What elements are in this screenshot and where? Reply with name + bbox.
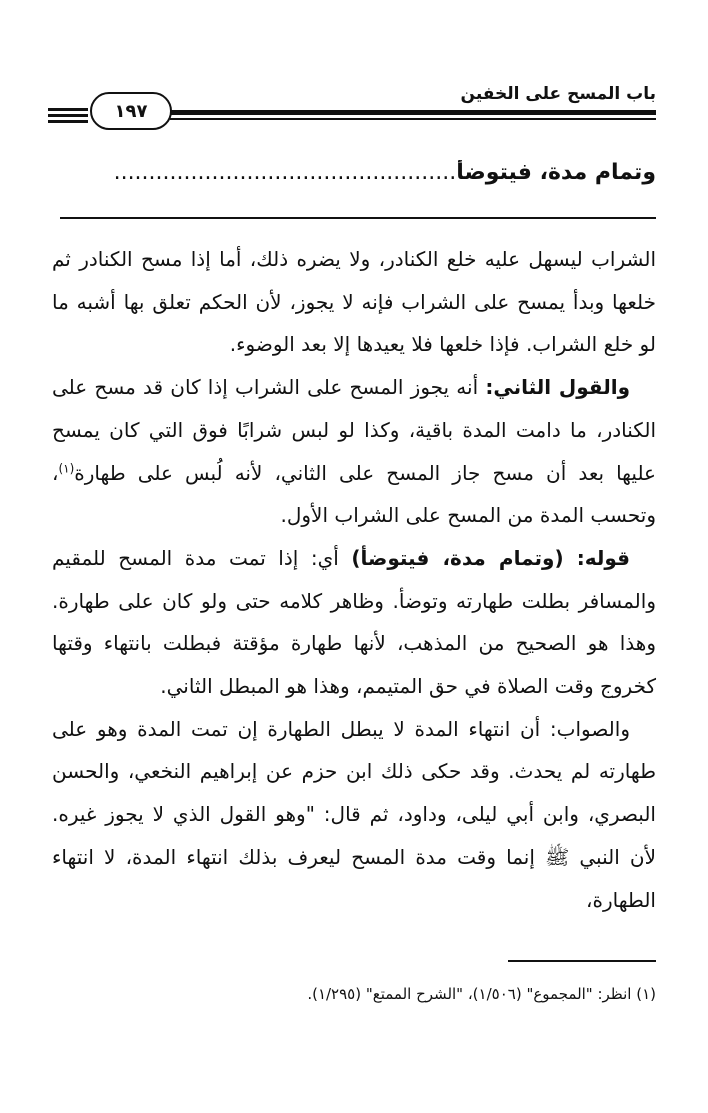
header-rule (170, 110, 656, 120)
main-text (52, 238, 656, 921)
paragraph-text: أي: إذا تمت مدة المسح للمقيم والمسافر بطلت طهارته وتوضأ. وظاهر كلامه حتى ولو كان على طهارة. وهذا هو الصحيح من المذهب، لأنها طهارة مؤقتة فبطلت بانتهاء وقتها كخروج وقت الصلاة في حق المتيمم، وهذا هو المبطل الثاني. (52, 545, 656, 699)
section-heading-dots: ................................................. (113, 160, 457, 185)
footnote-ref[interactable]: (١) (58, 460, 75, 475)
header-rule-left (48, 108, 88, 126)
footnote-text: (١) انظر: "المجموع" (١/٥٠٦)، "الشرح الممتع" (١/٢٩٥). (307, 985, 656, 1003)
heading-divider (60, 217, 656, 219)
section-heading-text: وتمام مدة، فيتوضأ (456, 160, 656, 185)
paragraph-lead: قوله: (وتمام مدة، فيتوضأ) (351, 545, 630, 570)
paragraph (52, 238, 656, 366)
paragraph (52, 708, 656, 922)
chapter-title: باب المسح على الخفين (460, 84, 656, 104)
paragraph-text-tail: ، وتحسب المدة من المسح على الشراب الأول. (52, 460, 656, 528)
paragraph-lead: والقول الثاني: (485, 375, 630, 400)
paragraph-text: الشراب ليسهل عليه خلع الكنادر، ولا يضره ذلك، أما إذا مسح الكنادر ثم خلعها وبدأ يمسح على الشراب فإنه لا يجوز، لأن الحكم تعلق بها أشبه ما لو خلع الشراب. فإذا خلعها فلا يعيدها إلا بعد الوضوء. (52, 247, 656, 357)
paragraph-text: والصواب: أن انتهاء المدة لا يبطل الطهارة إن تمت المدة وهو على طهارته لم يحدث. وقد حكى ذلك ابن حزم عن إبراهيم النخعي، والحسن البصري، وابن أبي ليلى، وداود، ثم قال: "وهو القول الذي لا يجوز غيره. لأن النبي ﷺ إنما وقت مدة المسح ليعرف بذلك انتهاء المدة، لا انتهاء الطهارة، (52, 716, 656, 912)
section-heading (52, 160, 656, 185)
paragraph (52, 537, 656, 708)
page-header (48, 80, 656, 130)
footnote-divider (508, 960, 656, 962)
paragraph (52, 366, 656, 537)
page-number-badge (90, 92, 172, 130)
page-number: ١٩٧ (114, 100, 148, 122)
paragraph-text: أنه يجوز المسح على الشراب إذا كان قد مسح على الكنادر، ما دامت المدة باقية، وكذا لو لبس شرابًا فوق التي كان يمسح عليها بعد أن مسح جاز المسح على الثاني، لأنه لُبس على طهارة (52, 375, 656, 485)
footnote (52, 982, 656, 1006)
